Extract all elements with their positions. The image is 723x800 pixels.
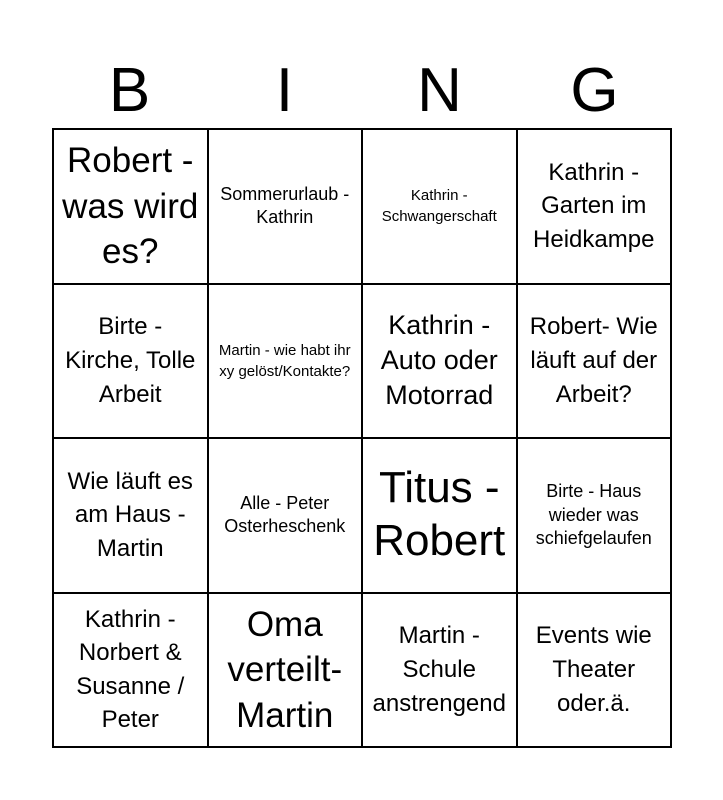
bingo-cell[interactable]: Titus - Robert [362,438,517,593]
bingo-cell[interactable]: Kathrin - Schwangerschaft [362,129,517,284]
bingo-board [52,128,672,748]
bingo-cell[interactable]: Kathrin - Norbert & Susanne / Peter [53,593,208,748]
bingo-cell[interactable]: Oma verteilt- Martin [208,593,363,748]
header-letter-g: G [570,56,619,125]
bingo-cell[interactable]: Martin - wie habt ihr xy gelöst/Kontakte? [208,284,363,439]
bingo-cell[interactable]: Birte - Haus wieder was schiefgelaufen [517,438,672,593]
header-letter-b: B [108,56,151,125]
bingo-cell[interactable]: Robert - was wird es? [53,129,208,284]
bingo-cell[interactable]: Events wie Theater oder.ä. [517,593,672,748]
bingo-cell[interactable]: Kathrin - Auto oder Motorrad [362,284,517,439]
bingo-cell[interactable]: Sommerurlaub - Kathrin [208,129,363,284]
header-letter-n: N [417,56,462,125]
bingo-cell[interactable]: Martin - Schule anstrengend [362,593,517,748]
bingo-cell[interactable]: Alle - Peter Osterheschenk [208,438,363,593]
bingo-header [52,55,672,127]
bingo-cell[interactable]: Kathrin - Garten im Heidkampe [517,129,672,284]
bingo-cell[interactable]: Robert- Wie läuft auf der Arbeit? [517,284,672,439]
bingo-cell[interactable]: Birte - Kirche, Tolle Arbeit [53,284,208,439]
bingo-cell[interactable]: Wie läuft es am Haus - Martin [53,438,208,593]
header-letter-i: I [275,56,294,125]
